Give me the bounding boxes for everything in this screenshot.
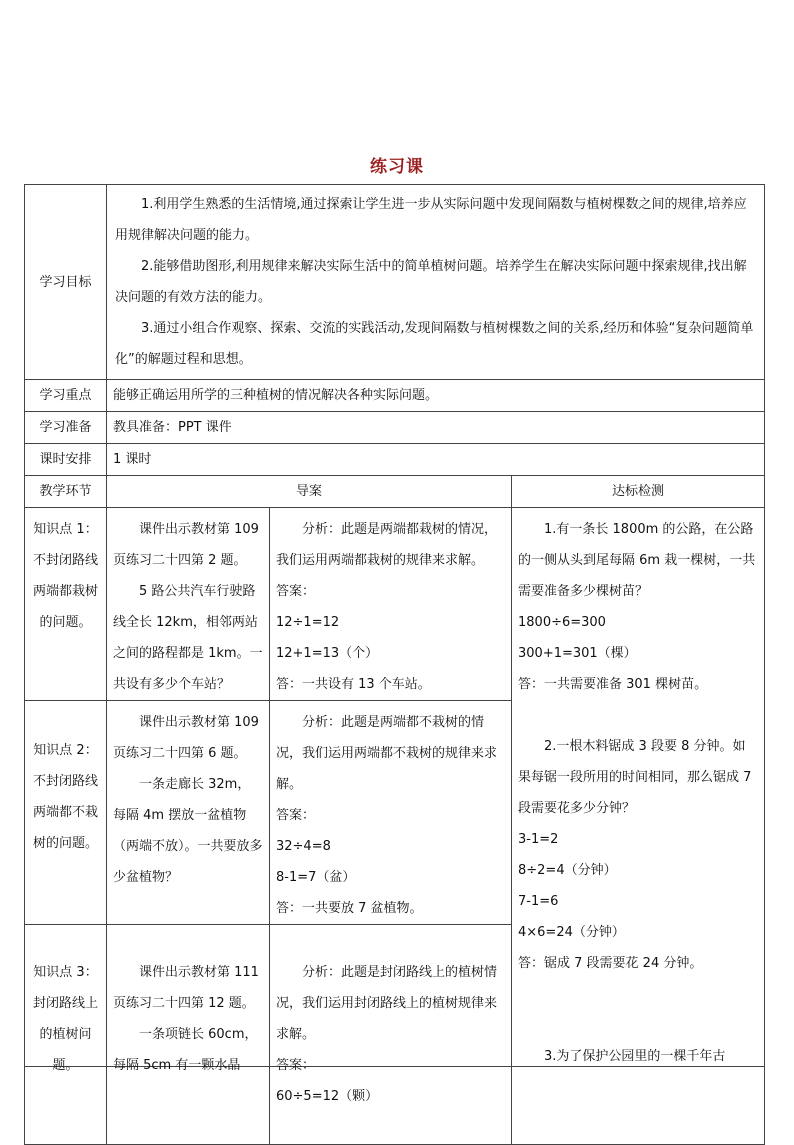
tests-column <box>512 508 765 1145</box>
lesson-table-container <box>24 184 764 1104</box>
knowledge-analysis-3 <box>270 925 512 1145</box>
task-text: 一条项链长 60cm，每隔 5cm 有一颗水晶 <box>113 1027 258 1073</box>
prep-label: 学习准备 <box>25 412 107 444</box>
time-label: 课时安排 <box>25 444 107 476</box>
test-text: 8÷2=4（分钟） <box>518 863 617 878</box>
analysis-text: 答：一共设有 13 个车站。 <box>276 677 431 692</box>
prep-row <box>25 412 765 444</box>
knowledge-label-1: 知识点 1：不封闭路线两端都栽树的问题。 <box>25 508 107 701</box>
analysis-text: 答案： <box>276 808 316 823</box>
knowledge-label-2: 知识点 2：不封闭路线两端都不栽树的问题。 <box>25 701 107 925</box>
header-stage: 教学环节 <box>25 476 107 508</box>
test-text: 7-1=6 <box>518 894 559 909</box>
analysis-text: 分析：此题是封闭路线上的植树情况，我们运用封闭路线上的植树规律来求解。 <box>276 965 498 1042</box>
time-text: 1 课时 <box>107 444 765 476</box>
test-text: 1.有一条长 1800m 的公路，在公路的一侧从头到尾每隔 6m 栽一棵树，一共需要准备多少棵树苗？ <box>518 522 756 599</box>
analysis-text: 32÷4=8 <box>276 839 331 854</box>
analysis-text: 答：一共要放 7 盆植物。 <box>276 901 423 916</box>
knowledge-task-3 <box>107 925 270 1145</box>
analysis-text: 60÷5=12（颗） <box>276 1089 379 1104</box>
header-row <box>25 476 765 508</box>
analysis-text: 答案： <box>276 584 316 599</box>
key-text: 能够正确运用所学的三种植树的情况解决各种实际问题。 <box>107 380 765 412</box>
goal-item: 3.通过小组合作观察、探索、交流的实践活动,发现间隔数与植树棵数之间的关系,经历和体验“复杂问题简单化”的解题过程和思想。 <box>115 321 754 367</box>
analysis-text: 分析：此题是两端都栽树的情况，我们运用两端都栽树的规律来求解。 <box>276 522 498 568</box>
header-test: 达标检测 <box>512 476 765 508</box>
test-text: 1800÷6=300 <box>518 615 606 630</box>
analysis-text: 分析：此题是两端都不栽树的情况，我们运用两端都不栽树的规律来求解。 <box>276 715 498 792</box>
test-text: 2.一根木料锯成 3 段要 8 分钟。如果每锯一段所用的时间相同，那么锯成 7 段需要花多少分钟？ <box>518 739 752 816</box>
analysis-text: 8-1=7（盆） <box>276 870 356 885</box>
time-row <box>25 444 765 476</box>
goals-content <box>107 185 765 380</box>
analysis-text: 12÷1=12 <box>276 615 340 630</box>
spacer <box>518 700 758 731</box>
goal-item: 2.能够借助图形,利用规律来解决实际生活中的简单植树问题。培养学生在解决实际问题中探索规律,找出解决问题的有效方法的能力。 <box>115 259 747 305</box>
test-text: 答：一共需要准备 301 棵树苗。 <box>518 677 708 692</box>
prep-text: 教具准备：PPT 课件 <box>107 412 765 444</box>
knowledge-analysis-2 <box>270 701 512 925</box>
task-text: 课件出示教材第 109 页练习二十四第 2 题。 <box>113 522 259 568</box>
page-title: 练习课 <box>370 157 424 177</box>
knowledge-task-1 <box>107 508 270 701</box>
key-row <box>25 380 765 412</box>
goals-label: 学习目标 <box>25 185 107 380</box>
test-text: 3-1=2 <box>518 832 559 847</box>
spacer <box>518 979 758 1041</box>
goals-row <box>25 185 765 380</box>
test-text: 4×6=24（分钟） <box>518 925 625 940</box>
task-text: 5 路公共汽车行驶路线全长 12km，相邻两站之间的路程都是 1km。一共设有多少个车站？ <box>113 584 263 692</box>
task-text: 课件出示教材第 111 页练习二十四第 12 题。 <box>113 965 259 1011</box>
analysis-text: 答案： <box>276 1058 316 1073</box>
header-guide: 导案 <box>107 476 512 508</box>
knowledge-task-2 <box>107 701 270 925</box>
analysis-text: 12+1=13（个） <box>276 646 379 661</box>
task-text: 课件出示教材第 109 页练习二十四第 6 题。 <box>113 715 259 761</box>
task-text: 一条走廊长 32m，每隔 4m 摆放一盆植物（两端不放）。一共要放多少盆植物？ <box>113 777 263 885</box>
lesson-table <box>24 184 765 1145</box>
knowledge-label-3: 知识点 3：封闭路线上的植树问题。 <box>25 925 107 1145</box>
goal-item: 1.利用学生熟悉的生活情境,通过探索让学生进一步从实际问题中发现间隔数与植树棵数之间的规律,培养应用规律解决问题的能力。 <box>115 197 747 243</box>
test-text: 答：锯成 7 段需要花 24 分钟。 <box>518 956 703 971</box>
test-text: 300+1=301（棵） <box>518 646 637 661</box>
test-text: 3.为了保护公园里的一棵千年古 <box>544 1049 726 1064</box>
knowledge-row-1 <box>25 508 765 701</box>
knowledge-analysis-1 <box>270 508 512 701</box>
key-label: 学习重点 <box>25 380 107 412</box>
